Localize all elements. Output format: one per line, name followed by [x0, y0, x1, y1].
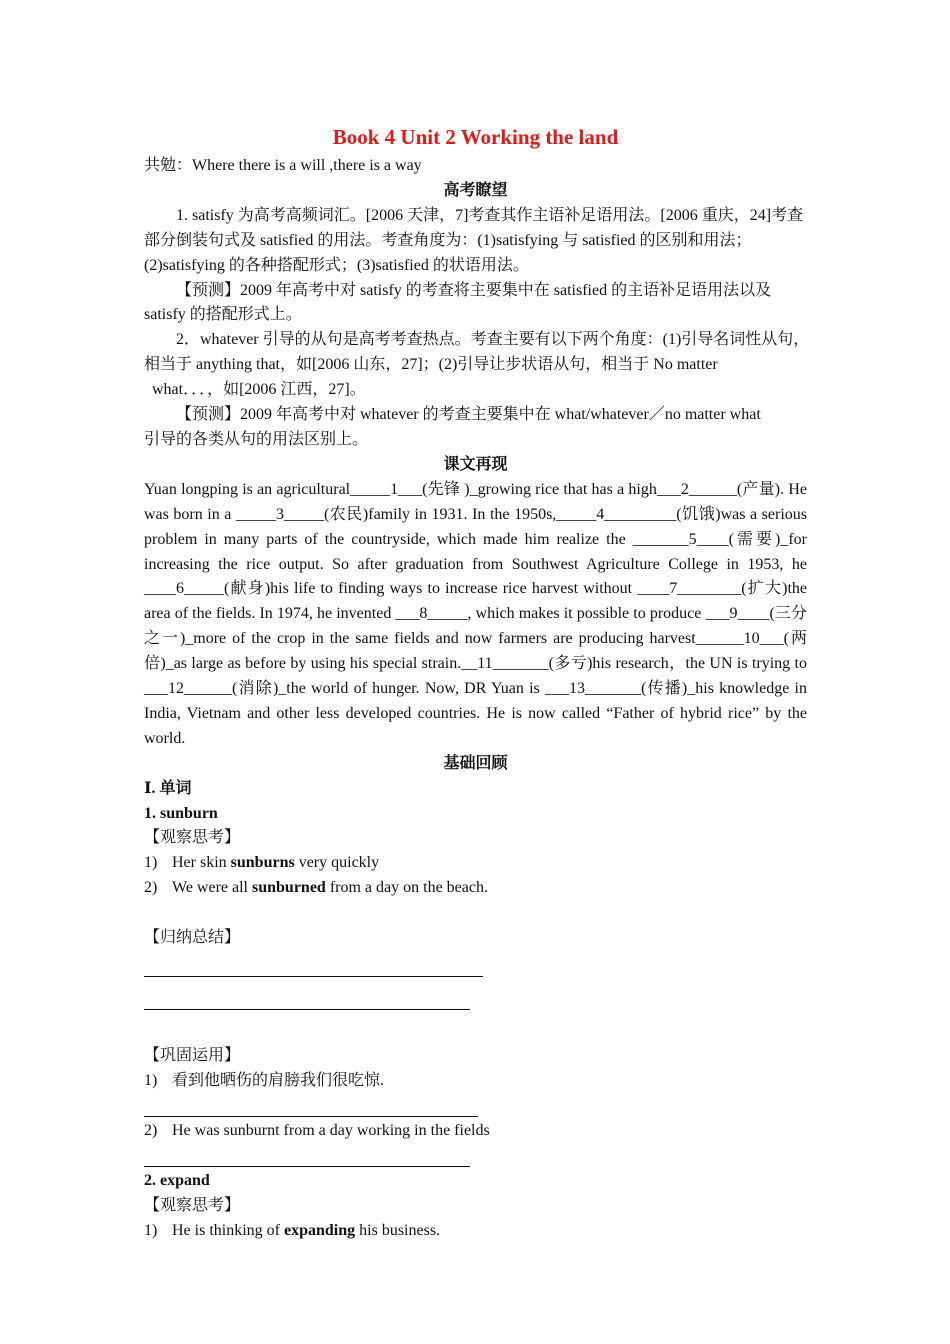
outlook-heading: 高考瞭望	[443, 181, 508, 199]
practice-text: He was sunburnt from a day working in the fields	[172, 1121, 490, 1139]
example-text: Her skin sunburns very quickly	[172, 854, 380, 872]
document-page	[144, 120, 810, 1243]
list-number: 2)	[144, 879, 158, 897]
word-1-example-2	[144, 876, 807, 901]
example-text: We were all sunburned from a day on the beach.	[172, 879, 488, 897]
list-number: 1)	[144, 1221, 158, 1239]
outlook-paragraph-2: 2．whatever 引导的从句是高考考查热点。考查主要有以下两个角度：(1)引导名词性从句，相当于 anything that，如[2006 山东，27]；(2)引导让步状语从句，相当于 No matter	[144, 331, 810, 374]
word-1-title: 1. sunburn	[144, 804, 218, 822]
text-review-heading: 课文再现	[443, 455, 508, 473]
motto: 共勉：Where there is a will ,there is a way	[144, 157, 422, 174]
list-number: 2)	[144, 1121, 158, 1139]
example-text: He is thinking of expanding his business.	[172, 1221, 441, 1239]
practice-text: 看到他晒伤的肩膀我们很吃惊.	[172, 1071, 385, 1089]
word-1-observe-label: 【观察思考】	[144, 829, 241, 847]
word-1-practice-1	[144, 1069, 807, 1094]
outlook-paragraph-2-cont: what．．．，如[2006 江西，27]。	[152, 381, 366, 399]
outlook-prediction-2: 【预测】2009 年高考中对 whatever 的考查主要集中在 what/whatever／no matter what	[176, 406, 761, 424]
word-1-practice-2	[144, 1119, 807, 1144]
text-review-passage: Yuan longping is an agricultural_____1___(先锋 )_growing rice that has a high___2______(产量). He was born in a _____3_____(农民)family in 1931. In the 1950s,_____4_________(饥饿)was a serious problem in many parts of the countryside, which made him realize the _______5____(需要)_for increasing the rice output. So after graduation from Southwest Agriculture College in 1953, he ____6_____(献身)his life to finding ways to increase rice harvest without ____7________(扩大)the area of the fields. In 1974, he invented ___8_____, which makes it possible to produce ___9____(三分之一)_more of the crop in the same fields and now farmers are producing harvest______10___(两倍)_as large as before by using his special strain.__11_______(多亏)his research，the UN is trying to ___12______(消除)_the world of hunger. Now, DR Yuan is ___13_______(传播)_his knowledge in India, Vietnam and other less developed countries. He is now called “Father of hybrid rice” by the world.	[144, 480, 807, 747]
outlook-prediction-1: 【预测】2009 年高考中对 satisfy 的考查将主要集中在 satisfied 的主语补足语用法以及 satisfy 的搭配形式上。	[144, 281, 772, 324]
word-2-observe-label: 【观察思考】	[144, 1196, 241, 1214]
outlook-paragraph-1: 1. satisfy 为高考高频词汇。[2006 天津，7]考查其作主语补足语用法。[2006 重庆，24]考查部分倒装句式及 satisfied 的用法。考查角度为：(1)satisfying 与 satisfied 的区别和用法；(2)satisfying 的各种搭配形式；(3)satisfied 的状语用法。	[144, 206, 804, 274]
section-words-label: Ⅰ. 单词	[144, 779, 192, 797]
basics-heading: 基础回顾	[443, 754, 508, 772]
document-title: Book 4 Unit 2 Working the land	[332, 125, 619, 149]
word-1-example-1	[144, 851, 807, 876]
word-2-example-1	[144, 1219, 807, 1244]
word-1-summary-label: 【归纳总结】	[144, 929, 241, 947]
word-2-title: 2. expand	[144, 1171, 210, 1189]
outlook-prediction-2-cont: 引导的各类从句的用法区别上。	[144, 430, 369, 448]
list-number: 1)	[144, 1071, 158, 1089]
list-number: 1)	[144, 854, 158, 872]
word-1-practice-label: 【巩固运用】	[144, 1046, 241, 1064]
